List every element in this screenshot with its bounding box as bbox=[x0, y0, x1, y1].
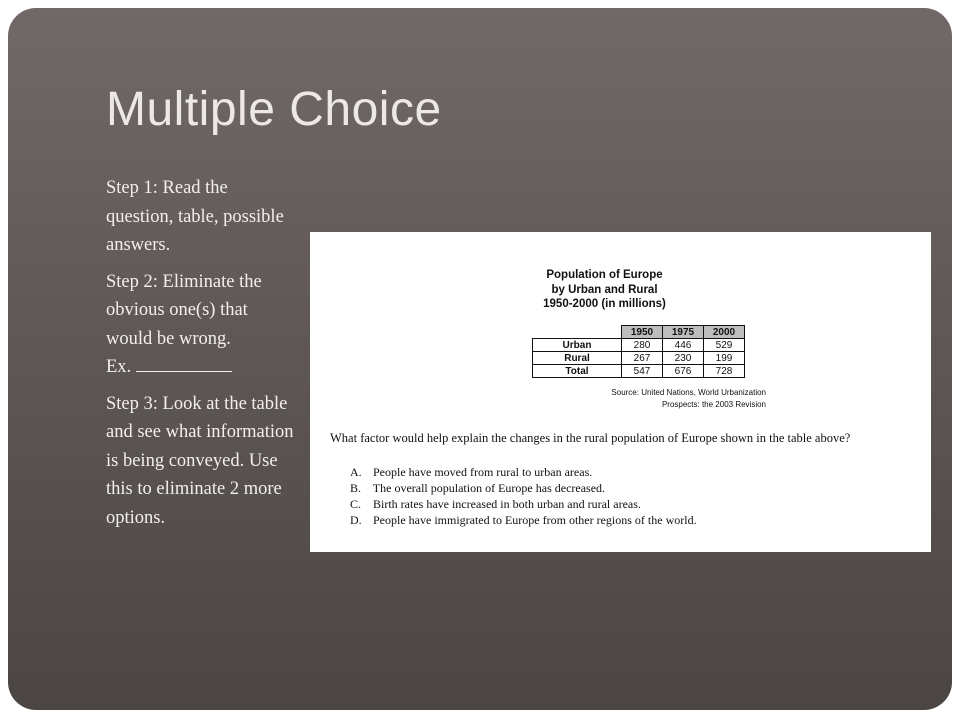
table-cell: 267 bbox=[622, 352, 663, 365]
step-2 bbox=[106, 268, 296, 382]
option-text: People have moved from rural to urban areas. bbox=[373, 465, 593, 479]
table-cell: 280 bbox=[622, 339, 663, 352]
option-letter: C. bbox=[350, 497, 362, 511]
example-blank bbox=[136, 355, 232, 372]
table-header-cell: 1950 bbox=[622, 326, 663, 339]
table-row bbox=[533, 339, 745, 352]
example-label: Ex. bbox=[106, 357, 132, 377]
table-cell: 230 bbox=[663, 352, 704, 365]
option-letter: B. bbox=[350, 481, 362, 495]
table-cell: 446 bbox=[663, 339, 704, 352]
row-label: Rural bbox=[533, 352, 622, 365]
population-table bbox=[532, 325, 745, 378]
table-source bbox=[556, 387, 766, 411]
step-2-text: Step 2: Eliminate the obvious one(s) that would be wrong. bbox=[106, 271, 262, 349]
table-cell: 529 bbox=[704, 339, 745, 352]
slide-title: Multiple Choice bbox=[106, 83, 442, 136]
table-row bbox=[533, 352, 745, 365]
answer-option[interactable] bbox=[350, 464, 697, 480]
option-letter: A. bbox=[350, 465, 362, 479]
table-title-line: Population of Europe bbox=[546, 269, 663, 281]
slide bbox=[8, 8, 952, 710]
table-corner bbox=[533, 326, 622, 339]
source-line: Source: United Nations, World Urbanization bbox=[611, 388, 766, 397]
table-cell: 547 bbox=[622, 365, 663, 378]
answer-option[interactable] bbox=[350, 496, 697, 512]
step-1: Step 1: Read the question, table, possible answers. bbox=[106, 178, 284, 255]
steps-list bbox=[106, 174, 296, 540]
option-text: People have immigrated to Europe from other regions of the world. bbox=[373, 513, 697, 527]
table-title-line: 1950-2000 (in millions) bbox=[543, 298, 666, 310]
table-header-cell: 2000 bbox=[704, 326, 745, 339]
option-letter: D. bbox=[350, 513, 362, 527]
table-row bbox=[533, 365, 745, 378]
step-3: Step 3: Look at the table and see what information is being conveyed. Use this to eliminate 2 more options. bbox=[106, 393, 294, 528]
answer-options bbox=[350, 464, 697, 528]
table-cell: 199 bbox=[704, 352, 745, 365]
option-text: Birth rates have increased in both urban and rural areas. bbox=[373, 497, 641, 511]
table-title-line: by Urban and Rural bbox=[551, 283, 658, 296]
table-cell: 676 bbox=[663, 365, 704, 378]
row-label: Urban bbox=[533, 339, 622, 352]
table-header-row bbox=[533, 326, 745, 339]
question-figure bbox=[310, 232, 931, 552]
table-title bbox=[294, 268, 915, 312]
answer-option[interactable] bbox=[350, 512, 697, 528]
question-text: What factor would help explain the changes in the rural population of Europe shown in the table above? bbox=[330, 431, 851, 445]
row-label: Total bbox=[533, 365, 622, 378]
option-text: The overall population of Europe has decreased. bbox=[372, 481, 606, 495]
table-header-cell: 1975 bbox=[663, 326, 704, 339]
table-cell: 728 bbox=[704, 365, 745, 378]
answer-option[interactable] bbox=[350, 480, 697, 496]
source-line: Prospects: the 2003 Revision bbox=[661, 400, 766, 409]
